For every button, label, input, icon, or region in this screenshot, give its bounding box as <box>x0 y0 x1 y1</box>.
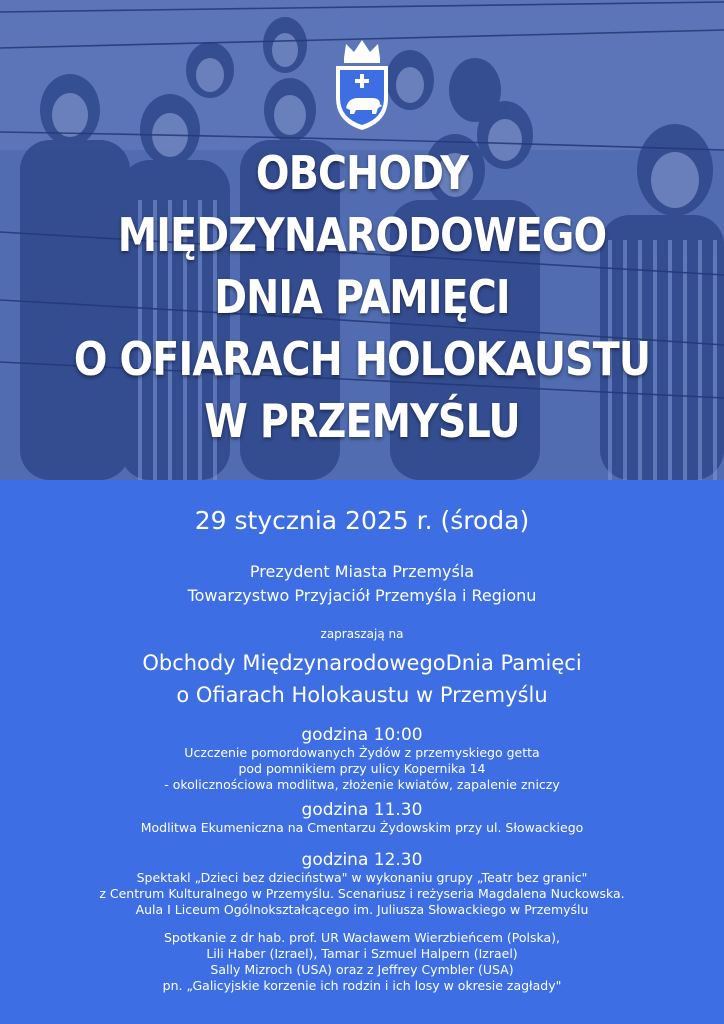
meeting-line: Sally Mizroch (USA) oraz z Jeffrey Cymbler (USA) <box>210 962 514 977</box>
program-line: Spektakl „Dzieci bez dzieciństwa" w wykonaniu grupy „Teatr bez granic" <box>136 870 588 885</box>
meeting-line: Spotkanie z dr hab. prof. UR Wacławem Wierzbieńcem (Polska), <box>163 930 561 945</box>
program-item <box>0 800 724 836</box>
title-line: OBCHODY <box>255 146 469 200</box>
event-name-line: o Ofiarach Holokaustu w Przemyślu <box>176 683 548 707</box>
title-line: MIĘDZYNARODOWEGO <box>117 208 607 262</box>
program-line: Aula I Liceum Ogólnokształcącego im. Juliusza Słowackiego w Przemyślu <box>135 902 589 917</box>
organizer-line: Prezydent Miasta Przemyśla <box>249 562 475 581</box>
program-line: pod pomnikiem przy ulicy Kopernika 14 <box>238 761 486 776</box>
event-info-section <box>0 480 724 1024</box>
organizer-line: Towarzystwo Przyjaciół Przemyśla i Regionu <box>187 586 537 605</box>
program-hour: godzina 12.30 <box>301 850 423 870</box>
title-line: W PRZEMYŚLU <box>204 394 520 448</box>
city-coat-of-arms-icon <box>330 36 394 132</box>
invite-text: zapraszają na <box>320 627 404 641</box>
meeting-line: pn. „Galicyjskie korzenie ich rodzin i ich losy w okresie zagłady" <box>162 978 562 993</box>
title-line: DNIA PAMIĘCI <box>214 270 510 324</box>
event-name-line: Obchody MiędzynarodowegoDnia Pamięci <box>142 651 582 675</box>
meeting-line: Lili Haber (Izrael), Tamar i Szmuel Halpern (Izrael) <box>206 946 518 961</box>
program-item <box>0 850 724 918</box>
program-line: Uczczenie pomordowanych Żydów z przemyskiego getta <box>184 745 540 760</box>
program-line: z Centrum Kulturalnego w Przemyślu. Scenariusz i reżyseria Magdalena Nuckowska. <box>99 886 625 901</box>
meeting-info <box>0 930 724 994</box>
program-hour: godzina 11.30 <box>301 800 423 820</box>
poster-title <box>51 142 674 452</box>
program-hour: godzina 10:00 <box>301 725 423 745</box>
program-line: Modlitwa Ekumeniczna na Cmentarzu Żydowskim przy ul. Słowackiego <box>140 820 584 835</box>
title-line: O OFIARACH HOLOKAUSTU <box>73 332 651 386</box>
program-line: - okolicznościowa modlitwa, złożenie kwiatów, zapalenie zniczy <box>164 777 560 792</box>
hero-photo-section <box>0 0 724 480</box>
event-date: 29 stycznia 2025 r. (środa) <box>194 506 530 535</box>
program-item <box>0 725 724 793</box>
